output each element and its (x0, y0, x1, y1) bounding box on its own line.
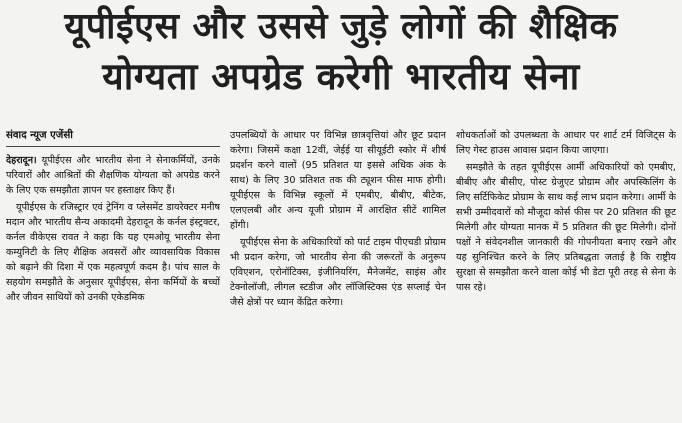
headline-line-1: यूपीईएस और उससे जुड़े लोगों की शैक्षिक (64, 6, 618, 47)
column-1-paragraph-2: यूपीईएस के रजिस्ट्रार एवं ट्रेनिंग व प्लेसमेंट डायरेक्टर मनीष मदान और भारतीय सैन्य अकादमी देहरादून के कर्नल इंस्ट्रक्टर, कर्नल वीकेएस रावत ने कहा कि यह एमओयू भारतीय सेना कम्युनिटी के लिए शैक्षिक अवसरों और व्यावसायिक विकास को बढ़ाने की दिशा में एक महत्वपूर्ण कदम है। पांच साल के सहयोग समझौते के अनुसार यूपीईएस, सेना कर्मियों के बच्चों और जीवन साथियों को उनकी एकेडमिक (6, 202, 220, 303)
column-1-paragraph-1-text: यूपीईएस और भारतीय सेना ने सेनाकर्मियों, उनके परिवारों और आश्रितों की शैक्षणिक योग्यता को अपग्रेड करने के लिए एक समझौता ज्ञापन पर हस्ताक्षर किए हैं। (6, 155, 220, 196)
dateline: देहरादून। (6, 155, 37, 166)
column-1-paragraph-1 (6, 153, 220, 198)
column-2-paragraph-2: यूपीईएस सेना के अधिकारियों को पार्ट टाइम पीएचडी प्रोग्राम भी प्रदान करेगा, जो भारतीय सेना की जरूरतों के अनुरूप एविएशन, एरोनॉटिक्स, इंजीनियरिंग, मैनेजमेंट, साइंस और टेक्नोलॉजी, लीगल स्टडीज और लॉजिस्टिक्स एंड सप्लाई चेन जैसे क्षेत्रों पर ध्यान केंद्रित करेगा। (230, 237, 446, 308)
column-3-paragraph-2: समझौते के तहत यूपीईएस आर्मी अधिकारियों को एमबीए, बीबीए और बीसीए, पोस्ट ग्रेजुएट प्रोग्राम और अपस्किलिंग के लिए सर्टिफिकेट प्रोग्राम के साथ कई लाभ प्रदान करेगा। आर्मी के सभी उम्मीदवारों को मौजूदा कोर्स फीस पर 20 प्रतिशत की छूट मिलेगी और योग्यता मानक में 5 प्रतिशत की छूट मिलेगी। दोनों पक्षों ने संवेदनशील जानकारी की गोपनीयता बनाए रखने और यह सुनिश्चित करने के लिए प्रतिबद्धता जताई है कि राष्ट्रीय सुरक्षा से समझौता करने वाला कोई भी डेटा पूरी तरह से सेना के पास रहे। (456, 162, 676, 293)
column-2-paragraph-1: उपलब्धियों के आधार पर विभिन्न छात्रवृत्तियां और छूट प्रदान करेगा। जिसमें कक्षा 12वीं, जेईई या सीयूईटी स्कोर में शीर्ष प्रदर्शन करने वालों (95 प्रतिशत या इससे अधिक अंक के साथ) के लिए 30 प्रतिशत तक की ट्यूशन फीस माफ होगी। यूपीईएस के विभिन्न स्कूलों में एमबीए, बीबीए, बीटेक, एलएलबी और अन्य यूजी प्रोग्राम में आरक्षित सीटें शामिल होंगी। (230, 130, 446, 231)
headline (0, 2, 682, 102)
article-column-1 (6, 128, 220, 420)
article-column-2 (230, 128, 446, 420)
article-column-3 (456, 128, 676, 420)
column-3-paragraph-1: शोधकर्ताओं को उपलब्धता के आधार पर शार्ट टर्म विजिट्स के लिए गेस्ट हाउस आवास प्रदान किया जाएगा। (456, 130, 676, 156)
headline-line-2: योग्यता अपग्रेड करेगी भारतीय सेना (102, 55, 580, 98)
byline-divider (6, 146, 220, 147)
byline: संवाद न्यूज एजेंसी (6, 130, 73, 141)
